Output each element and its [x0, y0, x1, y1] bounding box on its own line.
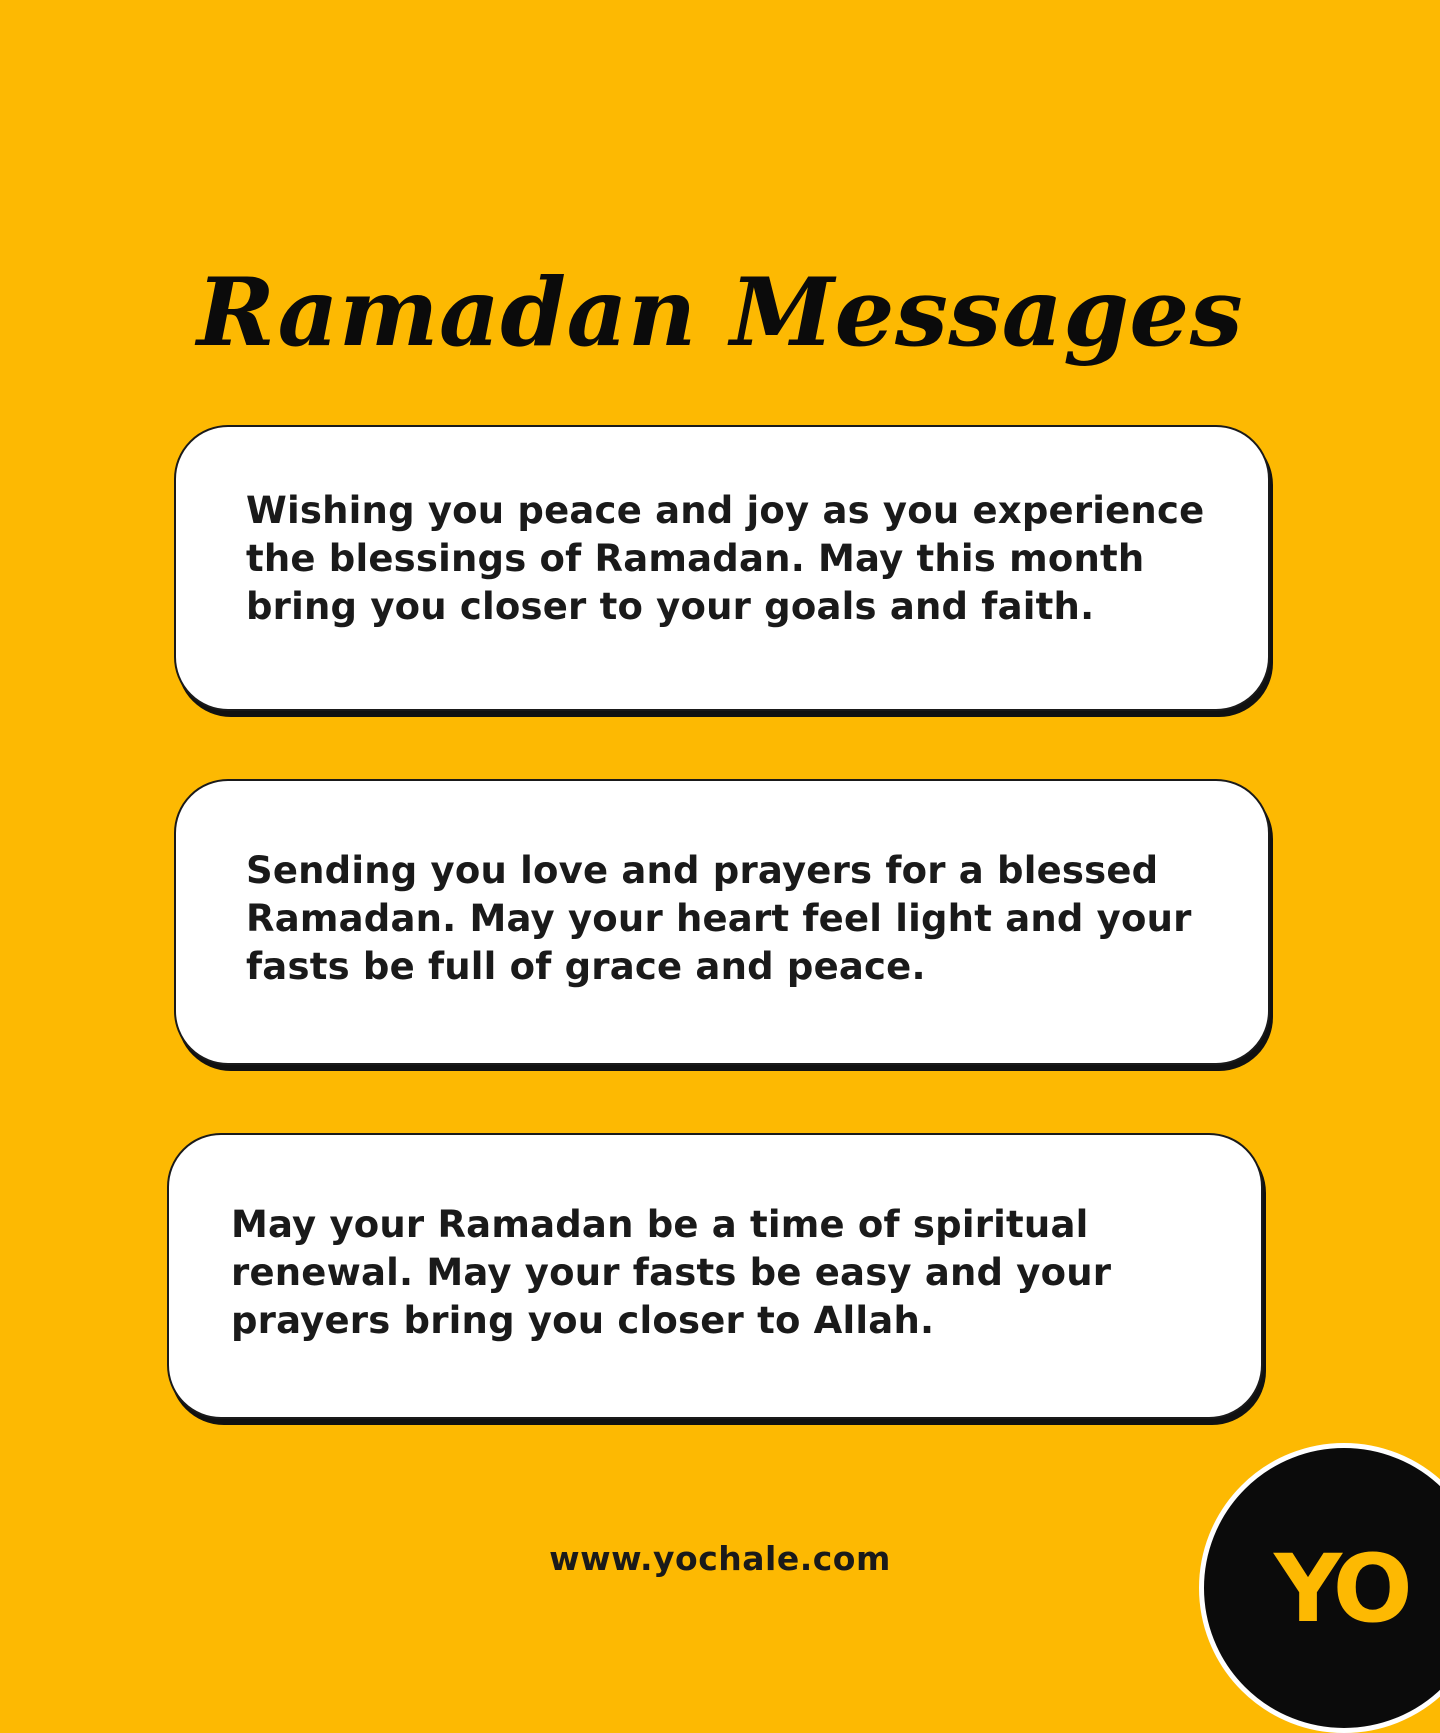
- message-card-1: [174, 425, 1270, 711]
- message-card-2: [174, 779, 1270, 1065]
- message-text-1: Wishing you peace and joy as you experience the blessings of Ramadan. May this month bring you closer to your goals and faith.: [246, 489, 1205, 628]
- page-title: Ramadan Messages: [196, 257, 1244, 368]
- yo-logo-text: YO: [1274, 1535, 1407, 1644]
- yo-logo-badge: [1199, 1443, 1440, 1733]
- message-text-3: May your Ramadan be a time of spiritual renewal. May your fasts be easy and your prayers bring you closer to Allah.: [231, 1203, 1112, 1342]
- website-url: www.yochale.com: [549, 1539, 891, 1578]
- message-card-3: [167, 1133, 1263, 1419]
- message-text-2: Sending you love and prayers for a blessed Ramadan. May your heart feel light and your fasts be full of grace and peace.: [246, 849, 1192, 988]
